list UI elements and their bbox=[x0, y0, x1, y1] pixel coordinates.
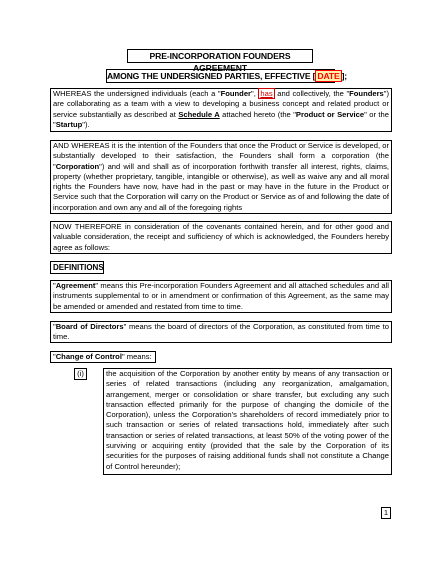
recital-founders bbox=[50, 88, 392, 132]
definition-agreement bbox=[50, 280, 392, 313]
recital-text: and collectively, the " bbox=[274, 89, 350, 98]
recital-text: "). bbox=[82, 119, 90, 129]
recital-text: AND WHEREAS it is the intention of the Founders that once the Product or Service is developed, or substantially developed to their satisfaction, the Founders shall form a corporation (the " bbox=[53, 141, 389, 171]
flagged-word: has bbox=[260, 89, 273, 98]
document-subtitle bbox=[106, 69, 347, 83]
list-item-text: the acquisition of the Corporation by another entity by means of any transaction or series of related transactions (including any reorganization, amalgamation, arrangement, merger or consolidation or share transfer, but excluding any such transaction effected primarily for the purpose of changing the domicile of the Corporation), unless the Corporation's shareholders of record immediately prior to such transaction or series of related transactions hold, immediately after such transaction or series of related transactions, at least 50% of the voting power of the surviving or acquiring entity (provided that the sale by the Corporation of its securities for the purposes of raising additional funds shall not constitute a Change of Control hereunder); bbox=[103, 368, 392, 475]
defined-term-change-of-control: Change of Control bbox=[55, 352, 122, 361]
definition-board bbox=[50, 321, 392, 343]
recital-text: ") are collaborating as a team with a view to developing a business concept and related product or service substantially as described at bbox=[53, 89, 389, 119]
defined-term-founders: Founders bbox=[349, 89, 384, 98]
recital-corporation bbox=[50, 140, 392, 214]
recital-text: ") and will and shall as of incorporation forthwith transfer all interest, rights, claims, property (whether proprietary, tangible, intangible or otherwise), as well as waive any and all moral rights the Founders have now, have had in the past or may have in the future in the Product or Service such that the Corporation will carry on the Product or Service as of and following the date of incorporation and own any and all of the foregoing rights bbox=[53, 161, 389, 212]
recital-text: " or the " bbox=[53, 109, 389, 129]
quote-mark: " bbox=[53, 322, 56, 331]
schedule-a-reference: Schedule A bbox=[178, 109, 220, 119]
page-number: 1 bbox=[381, 507, 391, 519]
defined-term-board: Board of Directors bbox=[55, 322, 124, 331]
document-title: PRE-INCORPORATION FOUNDERS AGREEMENT bbox=[127, 49, 313, 63]
quote-mark: " bbox=[53, 281, 56, 290]
definition-text: " means the board of directors of the Corporation, as constituted from time to time. bbox=[53, 322, 389, 342]
subtitle-suffix: ]; bbox=[341, 71, 347, 81]
definition-text: " means: bbox=[121, 352, 152, 361]
defined-term-agreement: Agreement bbox=[55, 281, 96, 290]
defined-term-founder: Founder bbox=[220, 89, 251, 98]
definitions-heading: DEFINITIONS bbox=[50, 261, 104, 274]
list-item-marker: (i) bbox=[74, 368, 87, 380]
now-therefore-clause: NOW THEREFORE in consideration of the covenants contained herein, and for other good and valuable consideration, the receipt and sufficiency of which is acknowledged, the Founders hereby agree as follows: bbox=[50, 221, 392, 254]
defined-term-product: Product or Service bbox=[295, 109, 365, 119]
defined-term-corporation: Corporation bbox=[55, 161, 100, 171]
quote-mark: " bbox=[53, 352, 56, 361]
recital-text: ", bbox=[251, 89, 259, 98]
defined-term-startup: Startup bbox=[55, 119, 83, 129]
subtitle-prefix: AMONG THE UNDERSIGNED PARTIES, EFFECTIVE [ bbox=[107, 71, 316, 81]
recital-text: WHEREAS the undersigned individuals (each a " bbox=[53, 89, 221, 98]
date-placeholder[interactable]: DATE bbox=[317, 71, 340, 81]
definition-change-of-control bbox=[50, 351, 156, 363]
recital-text: attached hereto (the " bbox=[219, 109, 296, 119]
definition-text: " means this Pre-incorporation Founders Agreement and all attached schedules and all instruments supplemental to or in amendment or confirmation of this Agreement, as the same may be amended or amended and restated from time to time. bbox=[53, 281, 389, 311]
